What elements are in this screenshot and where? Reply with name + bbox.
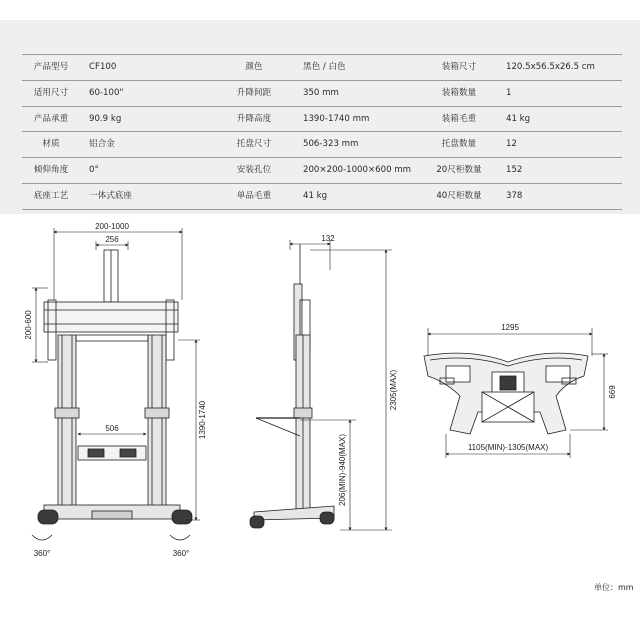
technical-drawings — [0, 214, 640, 580]
rotation-right-label: 360° — [172, 549, 190, 558]
spec-label: 产品承重 — [33, 113, 69, 124]
side-tray-height-label: 206(MIN)-940(MAX) — [338, 433, 347, 507]
top-depth-label: 669 — [608, 385, 617, 399]
rotation-left-label: 360° — [33, 549, 51, 558]
spec-label: 产品型号 — [33, 62, 69, 72]
side-view-drawing — [250, 244, 334, 528]
side-depth-label: 132 — [321, 234, 335, 243]
top-base-width-label: 1105(MIN)-1305(MAX) — [467, 443, 549, 452]
spec-value: CF100 — [89, 62, 117, 72]
spec-value: 1390-1740 mm — [303, 113, 370, 124]
spec-row — [22, 107, 622, 133]
front-inner-width-label: 256 — [105, 235, 119, 244]
spec-value: 1 — [506, 87, 512, 98]
spec-label: 托盘数量 — [441, 139, 477, 150]
unit-label: 单位：mm — [594, 583, 634, 592]
spec-value: 350 mm — [303, 87, 339, 98]
spec-row — [22, 158, 622, 184]
top-width-label: 1295 — [501, 323, 519, 332]
front-top-width-label: 200-1000 — [95, 222, 129, 231]
spec-label: 托盘尺寸 — [236, 139, 272, 150]
front-view-drawing — [32, 250, 192, 540]
spec-label: 材质 — [42, 139, 60, 150]
spec-row — [22, 184, 622, 210]
spec-value: 200×200-1000×600 mm — [303, 165, 412, 176]
top-view-drawing — [424, 353, 588, 434]
spec-label: 升降高度 — [236, 113, 272, 124]
spec-value: 506-323 mm — [303, 139, 359, 150]
spec-value: 41 kg — [303, 190, 328, 201]
spec-value: 铝合金 — [89, 139, 115, 150]
spec-value: 12 — [506, 139, 517, 150]
spec-label: 40尺柜数量 — [436, 190, 482, 201]
spec-label: 适用尺寸 — [33, 87, 69, 98]
spec-label: 安装孔位 — [236, 165, 272, 176]
spec-value: 41 kg — [506, 113, 531, 124]
spec-value: 120.5x56.5x26.5 cm — [506, 62, 595, 72]
spec-panel — [0, 20, 640, 214]
spec-label: 颜色 — [245, 62, 263, 72]
front-lift-height-label: 1390-1740 — [198, 400, 207, 440]
spec-label: 装箱尺寸 — [441, 62, 477, 72]
spec-row — [22, 132, 622, 158]
spec-label: 底座工艺 — [33, 190, 69, 201]
spec-value: 378 — [506, 190, 523, 201]
spec-label: 装箱毛重 — [441, 113, 477, 124]
spec-value: 60-100" — [89, 87, 124, 98]
spec-label: 20尺柜数量 — [436, 165, 482, 176]
front-left-height-label: 200-600 — [24, 310, 33, 340]
side-total-height-label: 2305(MAX) — [389, 369, 398, 411]
spec-value: 一体式底座 — [89, 190, 132, 201]
spec-value: 0° — [89, 165, 99, 176]
spec-label: 升降间距 — [236, 87, 272, 98]
spec-label: 单品毛重 — [236, 190, 272, 201]
spec-row — [22, 81, 622, 107]
spec-row — [22, 54, 622, 81]
spec-table — [22, 54, 622, 210]
spec-label: 装箱数量 — [441, 87, 477, 98]
spec-value: 90.9 kg — [89, 113, 122, 124]
spec-value: 黑色 / 白色 — [303, 62, 346, 72]
front-tray-width-label: 506 — [105, 424, 119, 433]
spec-value: 152 — [506, 165, 523, 176]
spec-label: 倾仰角度 — [33, 165, 69, 176]
